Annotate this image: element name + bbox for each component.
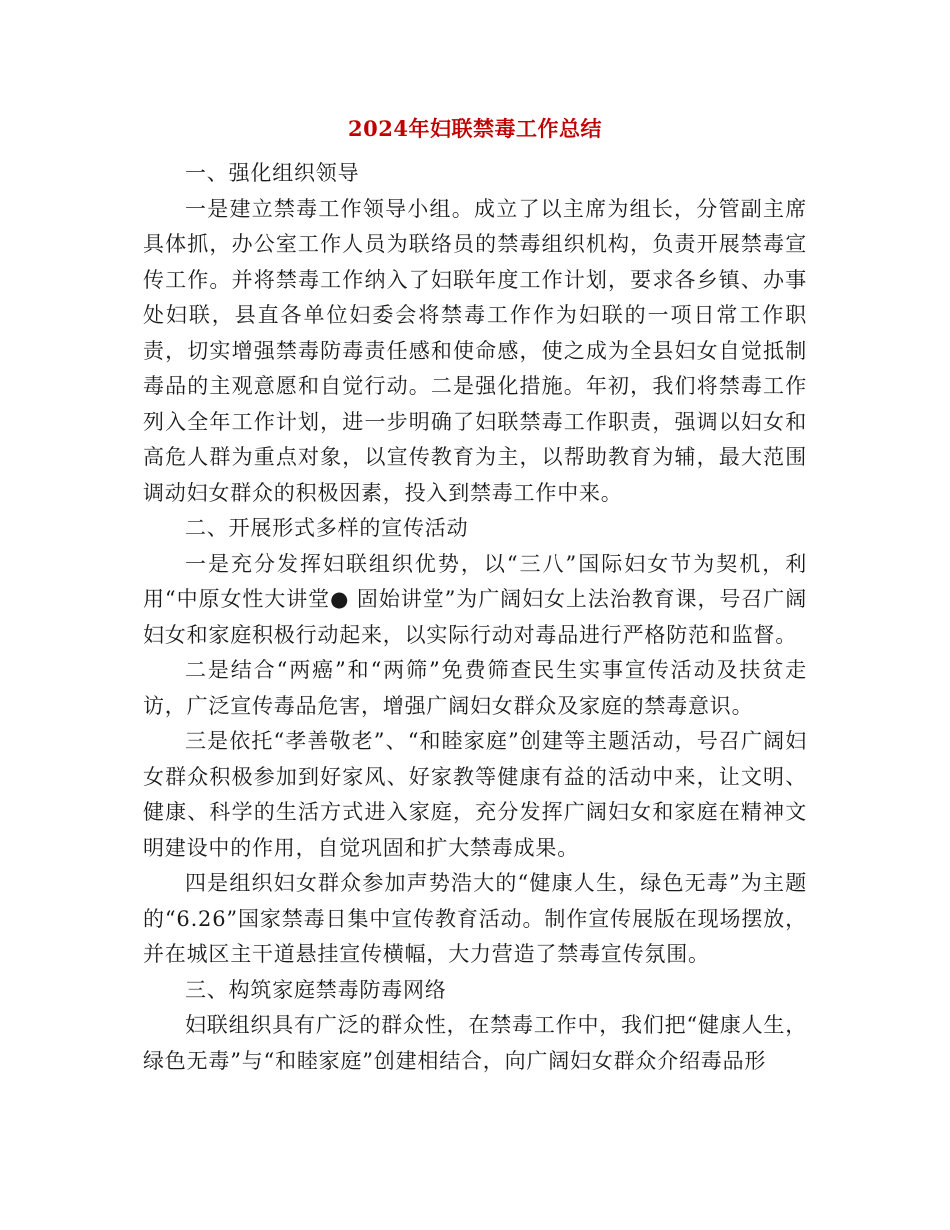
section-heading-3: 三、构筑家庭禁毒防毒网络 (185, 977, 447, 1002)
paragraph: 妇联组织具有广泛的群众性，在禁毒工作中，我们把“健康人生，绿色无毒”与“和睦家庭”创建相结合，向广阔妇女群众介绍毒品形 (143, 1013, 807, 1073)
document-body (143, 156, 807, 1079)
section-heading-2: 二、开展形式多样的宣传活动 (185, 516, 469, 540)
section-heading-1: 一、强化组织领导 (185, 161, 360, 185)
paragraph: 一是建立禁毒工作领导小组。成立了以主席为组长，分管副主席具体抓，办公室工作人员为联络员的禁毒组织机构，负责开展禁毒宣传工作。并将禁毒工作纳入了妇联年度工作计划，要求各乡镇、办事处妇联，县直各单位妇委会将禁毒工作作为妇联的一项日常工作职责，切实增强禁毒防毒责任感和使命感，使之成为全县妇女自觉抵制毒品的主观意愿和自觉行动。二是强化措施。年初，我们将禁毒工作列入全年工作计划，进一步明确了妇联禁毒工作职责，强调以妇女和高危人群为重点对象，以宣传教育为主，以帮助教育为辅，最大范围调动妇女群众的积极因素，投入到禁毒工作中来。 (143, 196, 807, 505)
paragraph: 三是依托“孝善敬老”、“和睦家庭”创建等主题活动，号召广阔妇女群众积极参加到好家风、好家教等健康有益的活动中来，让文明、健康、科学的生活方式进入家庭，充分发挥广阔妇女和家庭在精神文明建设中的作用，自觉巩固和扩大禁毒成果。 (143, 729, 807, 860)
paragraph: 四是组织妇女群众参加声势浩大的“健康人生，绿色无毒”为主题的“6.26”国家禁毒日集中宣传教育活动。制作宣传展版在现场摆放，并在城区主干道悬挂宣传横幅，大力营造了禁毒宣传氛围。 (143, 871, 807, 966)
paragraph: 二是结合“两癌”和“两筛”免费筛查民生实事宣传活动及扶贫走访，广泛宣传毒品危害，增强广阔妇女群众及家庭的禁毒意识。 (143, 658, 807, 718)
paragraph: 一是充分发挥妇联组织优势，以“三八”国际妇女节为契机，利用“中原女性大讲堂● 固始讲堂”为广阔妇女上法治教育课，号召广阔妇女和家庭积极行动起来，以实际行动对毒品进行严格防范和监督。 (143, 551, 807, 647)
document-title: 2024年妇联禁毒工作总结 (348, 116, 602, 141)
